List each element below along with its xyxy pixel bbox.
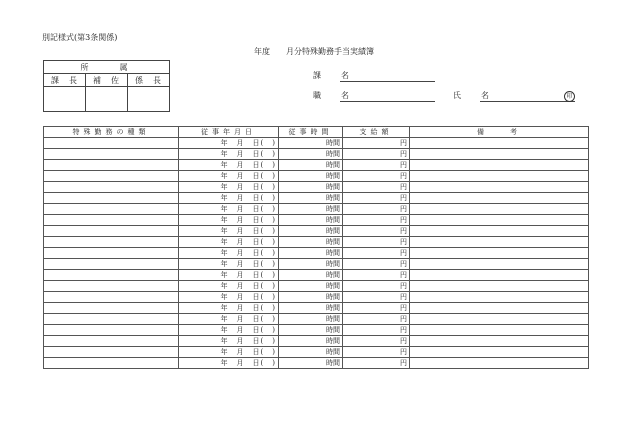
amount-cell[interactable]: 円 [343, 303, 410, 314]
amount-cell[interactable]: 円 [343, 237, 410, 248]
section-name-line[interactable] [340, 81, 435, 82]
work-hours-cell[interactable]: 時間 [279, 303, 343, 314]
amount-cell[interactable]: 円 [343, 193, 410, 204]
remarks-cell[interactable] [410, 336, 589, 347]
table-row [44, 270, 589, 281]
work-date-cell[interactable]: 年 月 日( ) [179, 270, 279, 281]
remarks-cell[interactable] [410, 281, 589, 292]
amount-cell[interactable]: 円 [343, 270, 410, 281]
department-approval-box [43, 60, 170, 112]
table-row [44, 358, 589, 369]
remarks-cell[interactable] [410, 204, 589, 215]
duty-type-cell[interactable] [44, 314, 179, 325]
table-row [44, 171, 589, 182]
table-row [44, 259, 589, 270]
form-note: 別記様式(第3条関係) [42, 33, 118, 42]
work-date-cell[interactable]: 年 月 日( ) [179, 171, 279, 182]
duty-type-cell[interactable] [44, 259, 179, 270]
amount-cell[interactable]: 円 [343, 171, 410, 182]
table-row [44, 182, 589, 193]
work-hours-cell[interactable]: 時間 [279, 237, 343, 248]
work-date-cell[interactable]: 年 月 日( ) [179, 215, 279, 226]
remarks-cell[interactable] [410, 171, 589, 182]
column-header-amount: 支給額 [343, 127, 410, 138]
work-hours-cell[interactable]: 時間 [279, 336, 343, 347]
work-date-cell[interactable]: 年 月 日( ) [179, 358, 279, 369]
amount-cell[interactable]: 円 [343, 259, 410, 270]
approver-subsection-chief-seal-cell[interactable] [128, 87, 170, 112]
duty-type-cell[interactable] [44, 336, 179, 347]
name-label: 氏 名 [453, 91, 495, 100]
work-hours-cell[interactable]: 時間 [279, 149, 343, 160]
amount-cell[interactable]: 円 [343, 281, 410, 292]
work-hours-cell[interactable]: 時間 [279, 281, 343, 292]
table-row [44, 336, 589, 347]
remarks-cell[interactable] [410, 270, 589, 281]
duty-type-cell[interactable] [44, 248, 179, 259]
work-hours-cell[interactable]: 時間 [279, 248, 343, 259]
work-date-cell[interactable]: 年 月 日( ) [179, 303, 279, 314]
work-hours-cell[interactable]: 時間 [279, 358, 343, 369]
work-date-cell[interactable]: 年 月 日( ) [179, 314, 279, 325]
amount-cell[interactable]: 円 [343, 248, 410, 259]
position-label: 職 名 [313, 91, 355, 100]
name-line[interactable] [480, 101, 575, 102]
table-row [44, 215, 589, 226]
duty-type-cell[interactable] [44, 347, 179, 358]
duty-type-cell[interactable] [44, 270, 179, 281]
work-date-cell[interactable]: 年 月 日( ) [179, 259, 279, 270]
amount-cell[interactable]: 円 [343, 347, 410, 358]
work-hours-cell[interactable]: 時間 [279, 160, 343, 171]
duty-type-cell[interactable] [44, 226, 179, 237]
allowance-ledger-table [43, 126, 589, 369]
work-hours-cell[interactable]: 時間 [279, 171, 343, 182]
position-line[interactable] [340, 101, 435, 102]
amount-cell[interactable]: 円 [343, 314, 410, 325]
work-date-cell[interactable]: 年 月 日( ) [179, 204, 279, 215]
duty-type-cell[interactable] [44, 182, 179, 193]
work-date-cell[interactable]: 年 月 日( ) [179, 292, 279, 303]
remarks-cell[interactable] [410, 358, 589, 369]
remarks-cell[interactable] [410, 226, 589, 237]
work-hours-cell[interactable]: 時間 [279, 292, 343, 303]
remarks-cell[interactable] [410, 237, 589, 248]
remarks-cell[interactable] [410, 160, 589, 171]
column-header-duty-type: 特殊勤務の種類 [44, 127, 179, 138]
amount-cell[interactable]: 円 [343, 182, 410, 193]
duty-type-cell[interactable] [44, 358, 179, 369]
remarks-cell[interactable] [410, 303, 589, 314]
table-row [44, 325, 589, 336]
remarks-cell[interactable] [410, 347, 589, 358]
work-hours-cell[interactable]: 時間 [279, 259, 343, 270]
approver-assistant-seal-cell[interactable] [86, 87, 128, 112]
remarks-cell[interactable] [410, 193, 589, 204]
table-row [44, 204, 589, 215]
remarks-cell[interactable] [410, 259, 589, 270]
table-row [44, 281, 589, 292]
duty-type-cell[interactable] [44, 204, 179, 215]
amount-cell[interactable]: 円 [343, 149, 410, 160]
table-row [44, 314, 589, 325]
table-row [44, 193, 589, 204]
table-row [44, 292, 589, 303]
amount-cell[interactable]: 円 [343, 358, 410, 369]
duty-type-cell[interactable] [44, 171, 179, 182]
ledger-header-row [44, 127, 589, 138]
work-date-cell[interactable]: 年 月 日( ) [179, 226, 279, 237]
remarks-cell[interactable] [410, 149, 589, 160]
work-date-cell[interactable]: 年 月 日( ) [179, 347, 279, 358]
amount-cell[interactable]: 円 [343, 204, 410, 215]
work-hours-cell[interactable]: 時間 [279, 347, 343, 358]
amount-cell[interactable]: 円 [343, 336, 410, 347]
work-hours-cell[interactable]: 時間 [279, 182, 343, 193]
duty-type-cell[interactable] [44, 237, 179, 248]
table-row [44, 149, 589, 160]
work-date-cell[interactable]: 年 月 日( ) [179, 160, 279, 171]
remarks-cell[interactable] [410, 138, 589, 149]
duty-type-cell[interactable] [44, 149, 179, 160]
approver-assistant-label: 補 佐 [86, 74, 128, 87]
work-date-cell[interactable]: 年 月 日( ) [179, 193, 279, 204]
duty-type-cell[interactable] [44, 138, 179, 149]
table-row [44, 226, 589, 237]
work-date-cell[interactable]: 年 月 日( ) [179, 248, 279, 259]
amount-cell[interactable]: 円 [343, 226, 410, 237]
form-title: 年度 月分特殊勤務手当実績簿 [254, 47, 374, 56]
remarks-cell[interactable] [410, 292, 589, 303]
table-row [44, 138, 589, 149]
table-row [44, 237, 589, 248]
work-hours-cell[interactable]: 時間 [279, 226, 343, 237]
column-header-work-hours: 従事時間 [279, 127, 343, 138]
remarks-cell[interactable] [410, 314, 589, 325]
work-date-cell[interactable]: 年 月 日( ) [179, 237, 279, 248]
remarks-cell[interactable] [410, 182, 589, 193]
work-hours-cell[interactable]: 時間 [279, 138, 343, 149]
duty-type-cell[interactable] [44, 303, 179, 314]
duty-type-cell[interactable] [44, 281, 179, 292]
duty-type-cell[interactable] [44, 215, 179, 226]
approver-section-chief-label: 課 長 [44, 74, 86, 87]
work-hours-cell[interactable]: 時間 [279, 270, 343, 281]
duty-type-cell[interactable] [44, 325, 179, 336]
duty-type-cell[interactable] [44, 193, 179, 204]
work-date-cell[interactable]: 年 月 日( ) [179, 281, 279, 292]
work-hours-cell[interactable]: 時間 [279, 314, 343, 325]
work-date-cell[interactable]: 年 月 日( ) [179, 138, 279, 149]
work-hours-cell[interactable]: 時間 [279, 215, 343, 226]
seal-mark-icon: 印 [564, 91, 575, 102]
column-header-work-date: 従事年月日 [179, 127, 279, 138]
duty-type-cell[interactable] [44, 292, 179, 303]
approver-section-chief-seal-cell[interactable] [44, 87, 86, 112]
amount-cell[interactable]: 円 [343, 215, 410, 226]
work-hours-cell[interactable]: 時間 [279, 325, 343, 336]
work-date-cell[interactable]: 年 月 日( ) [179, 149, 279, 160]
duty-type-cell[interactable] [44, 160, 179, 171]
amount-cell[interactable]: 円 [343, 160, 410, 171]
remarks-cell[interactable] [410, 215, 589, 226]
table-row [44, 160, 589, 171]
work-hours-cell[interactable]: 時間 [279, 204, 343, 215]
ledger-body [44, 138, 589, 369]
remarks-cell[interactable] [410, 248, 589, 259]
amount-cell[interactable]: 円 [343, 292, 410, 303]
amount-cell[interactable]: 円 [343, 138, 410, 149]
work-date-cell[interactable]: 年 月 日( ) [179, 182, 279, 193]
table-row [44, 303, 589, 314]
amount-cell[interactable]: 円 [343, 325, 410, 336]
table-row [44, 248, 589, 259]
column-header-remarks: 備 考 [410, 127, 589, 138]
table-row [44, 347, 589, 358]
department-header: 所 属 [44, 61, 170, 74]
approver-subsection-chief-label: 係 長 [128, 74, 170, 87]
work-hours-cell[interactable]: 時間 [279, 193, 343, 204]
remarks-cell[interactable] [410, 325, 589, 336]
work-date-cell[interactable]: 年 月 日( ) [179, 325, 279, 336]
section-name-label: 課 名 [313, 71, 355, 80]
work-date-cell[interactable]: 年 月 日( ) [179, 336, 279, 347]
